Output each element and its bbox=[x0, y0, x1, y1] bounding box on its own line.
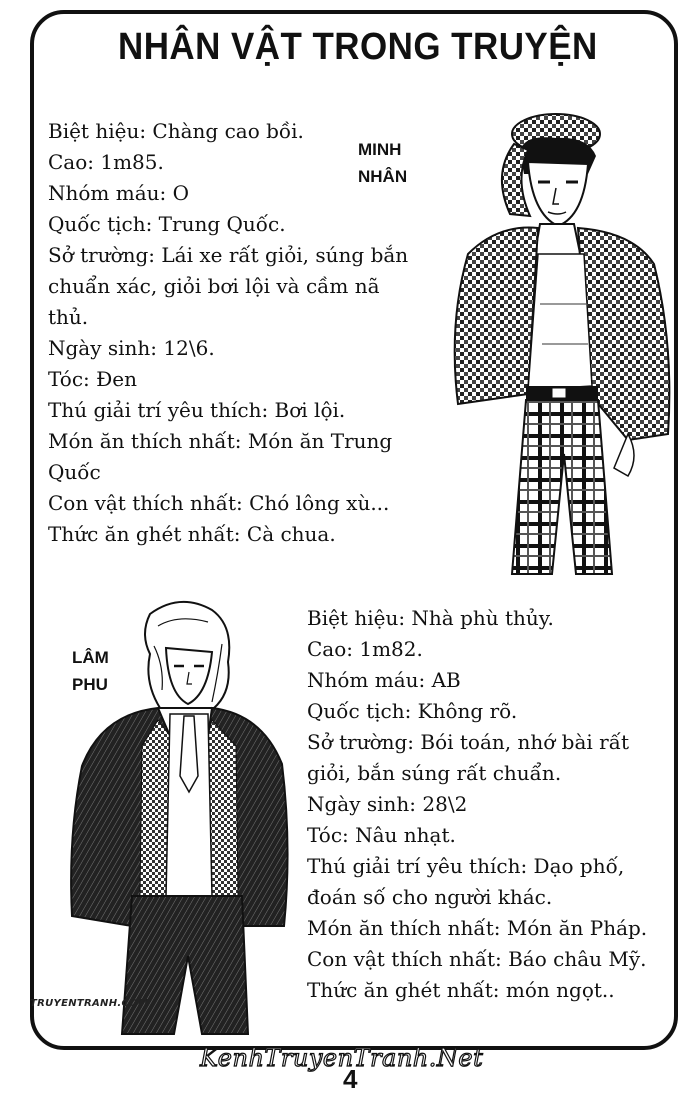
footer-watermark: KenhTruyenTranh.Net bbox=[200, 1044, 484, 1072]
character-1-name-line2: NHÂN bbox=[358, 167, 408, 186]
profile-line: Tóc: Đen bbox=[48, 367, 137, 391]
small-watermark: TRUYENTRANH.COM bbox=[30, 998, 149, 1009]
character-2-profile bbox=[307, 603, 672, 1006]
profile-line: giỏi, bắn súng rất chuẩn. bbox=[307, 761, 562, 785]
profile-line: Món ăn thích nhất: Món ăn Pháp. bbox=[307, 916, 648, 940]
page-title: NHÂN VẬT TRONG TRUYỆN bbox=[118, 26, 598, 68]
profile-line: Thức ăn ghét nhất: món ngọt.. bbox=[307, 978, 615, 1002]
character-1-name bbox=[358, 136, 407, 190]
profile-line: Quốc bbox=[48, 460, 101, 484]
profile-line: Quốc tịch: Không rõ. bbox=[307, 699, 518, 723]
character-1-illustration bbox=[428, 104, 678, 579]
profile-line: Ngày sinh: 28\2 bbox=[307, 792, 468, 816]
profile-line: Món ăn thích nhất: Món ăn Trung bbox=[48, 429, 393, 453]
profile-line: thủ. bbox=[48, 305, 89, 329]
profile-line: Con vật thích nhất: Báo châu Mỹ. bbox=[307, 947, 647, 971]
profile-line: Tóc: Nâu nhạt. bbox=[307, 823, 456, 847]
profile-line: Cao: 1m85. bbox=[48, 150, 164, 174]
profile-line: Thức ăn ghét nhất: Cà chua. bbox=[48, 522, 336, 546]
profile-line: Ngày sinh: 12\6. bbox=[48, 336, 215, 360]
profile-line: Biệt hiệu: Chàng cao bồi. bbox=[48, 119, 304, 143]
character-2-name-line1: LÂM bbox=[72, 648, 109, 667]
profile-line: Sở trường: Lái xe rất giỏi, súng bắn bbox=[48, 243, 409, 267]
character-2-illustration bbox=[62, 596, 294, 1036]
profile-line: Nhóm máu: AB bbox=[307, 668, 461, 692]
character-1-name-line1: MINH bbox=[358, 140, 402, 159]
profile-line: Thú giải trí yêu thích: Dạo phố, bbox=[307, 854, 625, 878]
profile-line: Quốc tịch: Trung Quốc. bbox=[48, 212, 286, 236]
profile-line: Sở trường: Bói toán, nhớ bài rất bbox=[307, 730, 629, 754]
profile-line: đoán số cho người khác. bbox=[307, 885, 553, 909]
profile-line: Thú giải trí yêu thích: Bơi lội. bbox=[48, 398, 346, 422]
character-2-name-line2: PHU bbox=[72, 675, 108, 694]
profile-line: Con vật thích nhất: Chó lông xù... bbox=[48, 491, 390, 515]
profile-line: Nhóm máu: O bbox=[48, 181, 190, 205]
profile-line: Cao: 1m82. bbox=[307, 637, 423, 661]
profile-line: Biệt hiệu: Nhà phù thủy. bbox=[307, 606, 554, 630]
page-number: 4 bbox=[343, 1064, 358, 1094]
profile-line: chuẩn xác, giỏi bơi lội và cầm nã bbox=[48, 274, 380, 298]
